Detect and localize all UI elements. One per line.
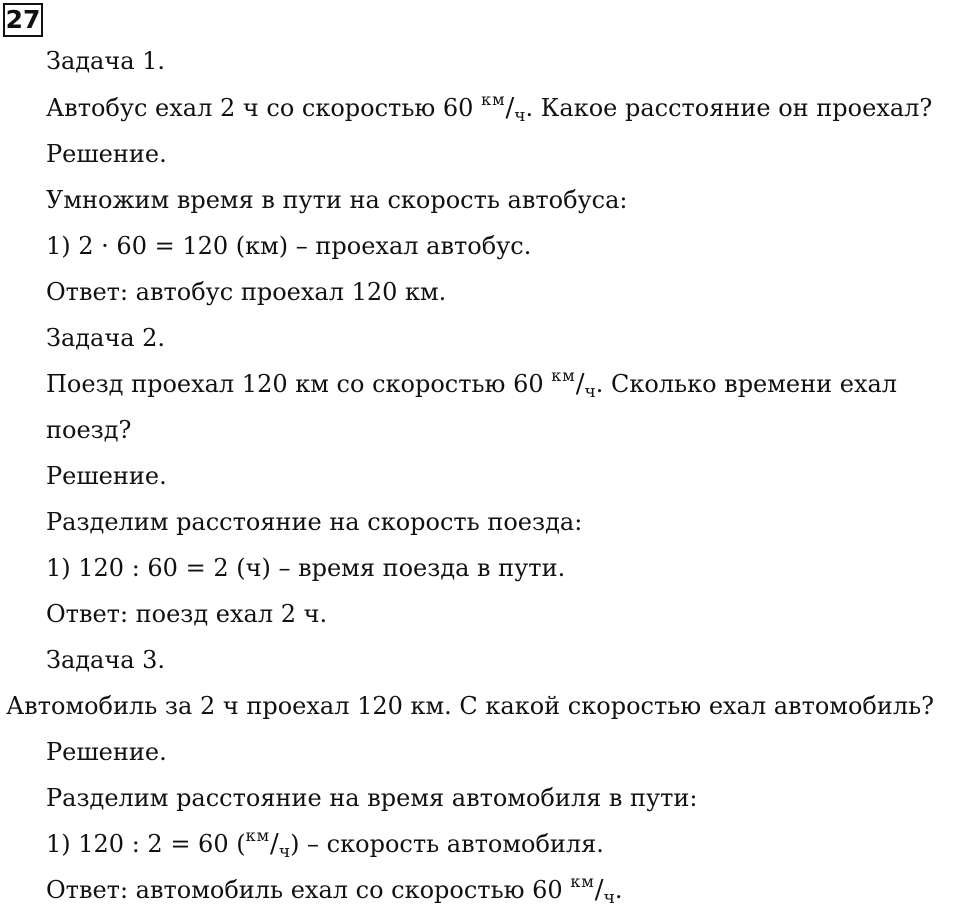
unit-km-per-h: $^{км}/_ч$ — [245, 826, 291, 862]
task2-title: Задача 2. — [46, 324, 166, 352]
task1-question-text: . Какое расстояние он проехал? — [525, 94, 933, 122]
task1-step1: 1) 2 · 60 = 120 (км) – проехал автобус. — [46, 232, 532, 260]
exercise-number: 27 — [3, 3, 43, 37]
task3-answer — [46, 874, 622, 909]
task3-explanation: Разделим расстояние на время автомобиля в пути: — [46, 784, 698, 812]
task2-problem-text: Поезд проехал 120 км со скоростью 60 — [46, 370, 552, 398]
task2-explanation: Разделим расстояние на скорость поезда: — [46, 508, 583, 536]
task1-answer: Ответ: автобус проехал 120 км. — [46, 278, 447, 306]
task3-step1-text: 1) 120 : 2 = 60 ( — [46, 830, 246, 858]
task1-solution-heading: Решение. — [46, 140, 167, 168]
task3-step1-tail: ) – скорость автомобиля. — [290, 830, 604, 858]
task2-answer: Ответ: поезд ехал 2 ч. — [46, 600, 328, 628]
task1-problem — [46, 92, 932, 127]
task2-problem-cont: поезд? — [46, 416, 132, 444]
task1-explanation: Умножим время в пути на скорость автобуса: — [46, 186, 628, 214]
unit-km-per-h: $^{км}/_ч$ — [570, 872, 615, 908]
task2-solution-heading: Решение. — [46, 462, 167, 490]
task3-solution-heading: Решение. — [46, 738, 167, 766]
task2-step1: 1) 120 : 60 = 2 (ч) – время поезда в пути. — [46, 554, 566, 582]
task3-answer-text: Ответ: автомобиль ехал со скоростью 60 — [46, 876, 571, 904]
task3-title: Задача 3. — [46, 646, 166, 674]
unit-km-per-h: $^{км}/_ч$ — [551, 366, 596, 402]
task2-question-text: . Сколько времени ехал — [595, 370, 898, 398]
task3-answer-tail: . — [614, 876, 623, 904]
task3-step1 — [46, 828, 604, 863]
task2-problem — [46, 368, 897, 403]
task1-problem-text: Автобус ехал 2 ч со скоростью 60 — [46, 94, 482, 122]
unit-km-per-h: $^{км}/_ч$ — [481, 90, 526, 126]
task3-problem: Автомобиль за 2 ч проехал 120 км. С какой скоростью ехал автомобиль? — [6, 692, 935, 720]
task1-title: Задача 1. — [46, 47, 166, 75]
